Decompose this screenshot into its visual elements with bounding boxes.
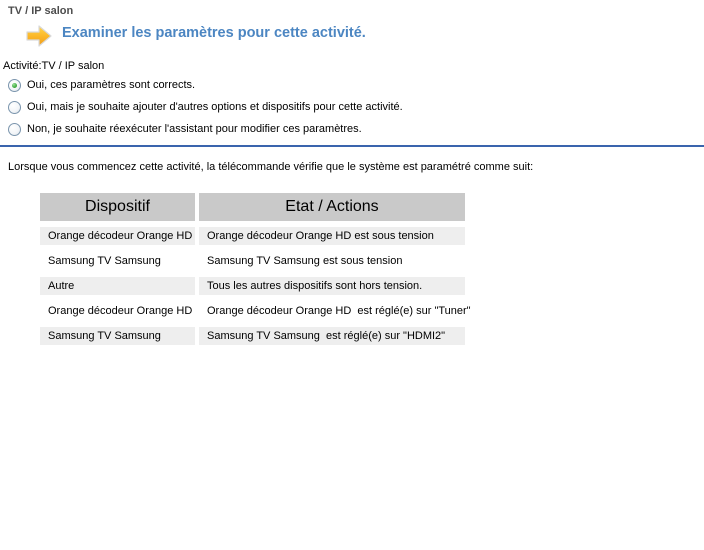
table-row [40,252,465,270]
device-cell: Orange décodeur Orange HD [40,227,195,245]
table-row [40,227,465,245]
horizontal-divider [0,145,704,147]
next-arrow-icon [24,23,54,49]
radio-label: Non, je souhaite réexécuter l'assistant pour modifier ces paramètres. [27,123,362,135]
device-cell: Autre [40,277,195,295]
radio-button[interactable] [8,101,21,114]
table-header-row [40,193,465,221]
radio-label: Oui, ces paramètres sont corrects. [27,79,196,91]
activity-label: Activité:TV / IP salon [3,60,105,72]
action-cell: Tous les autres dispositifs sont hors tension. [199,277,465,295]
device-cell: Samsung TV Samsung [40,252,195,270]
description-text: Lorsque vous commencez cette activité, la télécommande vérifie que le système est paramétré comme suit: [8,161,534,173]
action-cell: Orange décodeur Orange HD est réglé(e) sur "Tuner" [199,302,465,320]
radio-option-rerun-wizard[interactable] [8,122,403,136]
device-cell: Orange décodeur Orange HD [40,302,195,320]
radio-button[interactable] [8,79,21,92]
action-cell: Orange décodeur Orange HD est sous tension [199,227,465,245]
radio-button[interactable] [8,123,21,136]
table-row [40,277,465,295]
radio-option-add-more[interactable] [8,100,403,114]
settings-table [40,193,471,352]
table-header-etat-actions: Etat / Actions [199,193,465,221]
table-header-dispositif: Dispositif [40,193,195,221]
radio-option-correct[interactable] [8,78,403,92]
table-row [40,327,465,345]
radio-label: Oui, mais je souhaite ajouter d'autres options et dispositifs pour cette activité. [27,101,403,113]
action-cell: Samsung TV Samsung est réglé(e) sur "HDMI2" [199,327,465,345]
breadcrumb: TV / IP salon [8,5,74,17]
action-cell: Samsung TV Samsung est sous tension [199,252,465,270]
radio-group [8,78,403,144]
device-cell: Samsung TV Samsung [40,327,195,345]
page-title: Examiner les paramètres pour cette activité. [62,25,366,41]
table-row [40,302,471,320]
